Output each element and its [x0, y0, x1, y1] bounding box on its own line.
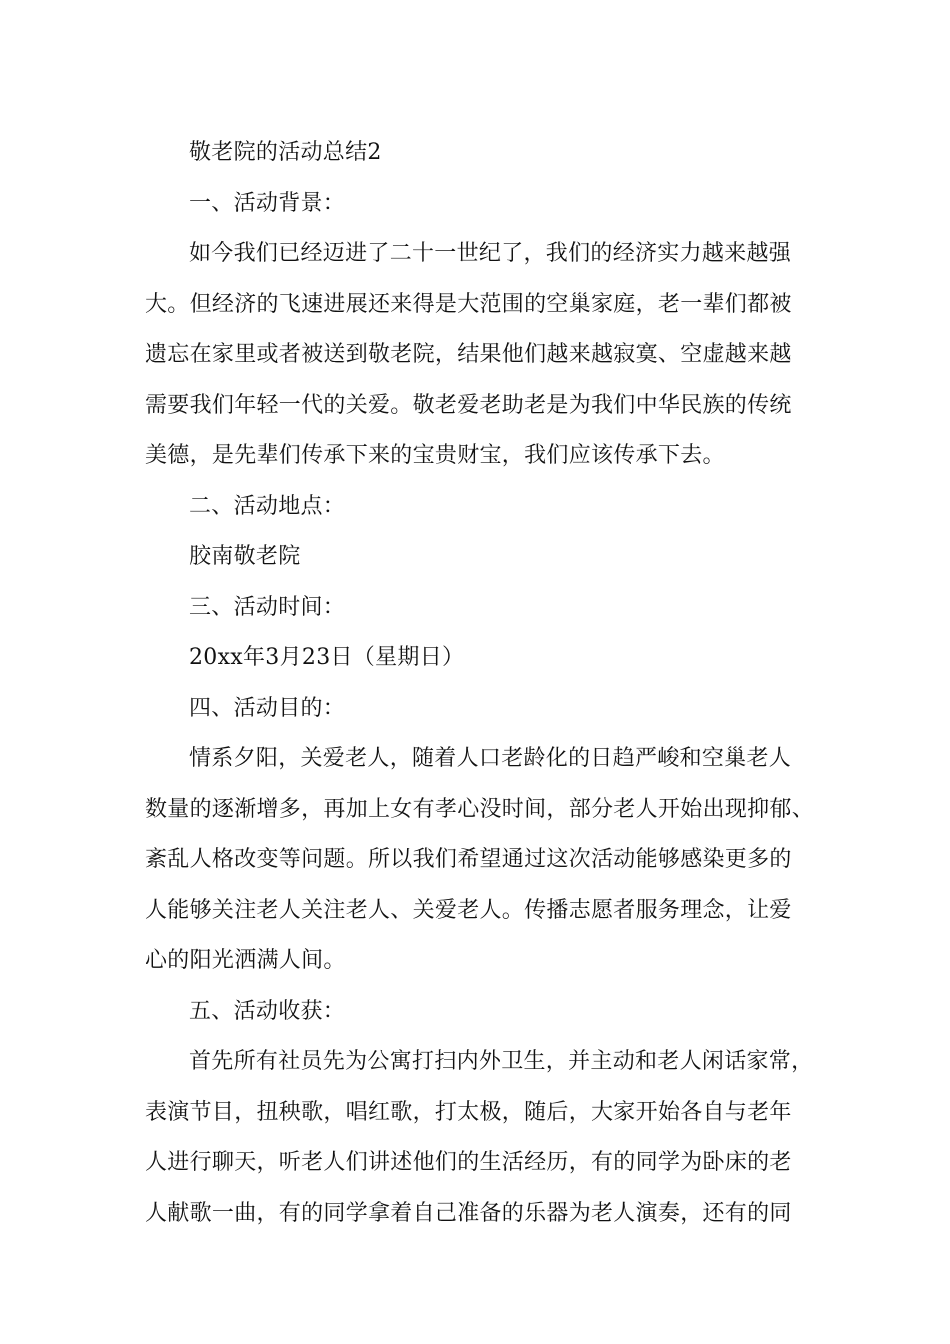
- section-heading-location: 二、活动地点：: [189, 493, 346, 519]
- document-body: [145, 128, 815, 1239]
- paragraph-line: 表演节目，扭秧歌，唱红歌，打太极，随后，大家开始各自与老年: [145, 1099, 792, 1125]
- paragraph-line: 人献歌一曲，有的同学拿着自己准备的乐器为老人演奏，还有的同: [145, 1200, 792, 1226]
- paragraph-line: 心的阳光洒满人间。: [145, 948, 346, 973]
- paragraph-line: 需要我们年轻一代的关爱。敬老爱老助老是为我们中华民族的传统: [145, 392, 792, 418]
- paragraph-line: 人进行聊天，听老人们讲述他们的生活经历，有的同学为卧床的老: [145, 1150, 792, 1175]
- time-text: 20xx年3月23日（星期日）: [189, 645, 465, 670]
- section-heading-time: 三、活动时间：: [189, 594, 346, 620]
- paragraph-line: 紊乱人格改变等问题。所以我们希望通过这次活动能够感染更多的: [145, 847, 792, 872]
- section-heading-background: 一、活动背景：: [189, 190, 346, 216]
- section-heading-harvest: 五、活动收获：: [189, 998, 346, 1024]
- paragraph-line: 大。但经济的飞速进展还来得是大范围的空巢家庭，老一辈们都被: [145, 291, 792, 317]
- document-title: 敬老院的活动总结2: [189, 140, 382, 165]
- paragraph-line: 人能够关注老人关注老人、关爱老人。传播志愿者服务理念，让爱: [145, 897, 792, 923]
- paragraph-line: 首先所有社员先为公寓打扫内外卫生，并主动和老人闲话家常，: [189, 1049, 814, 1074]
- paragraph-line: 情系夕阳，关爱老人，随着人口老龄化的日趋严峻和空巢老人: [189, 746, 792, 771]
- paragraph-line: 遗忘在家里或者被送到敬老院，结果他们越来越寂寞、空虚越来越: [145, 342, 792, 367]
- paragraph-line: 美德，是先辈们传承下来的宝贵财宝，我们应该传承下去。: [145, 443, 725, 468]
- paragraph-harvest: [145, 1037, 814, 1239]
- paragraph-line: 数量的逐渐增多，再加上女有孝心没时间，部分老人开始出现抑郁、: [145, 796, 815, 822]
- paragraph-background: [145, 229, 810, 482]
- location-text: 胶南敬老院: [189, 544, 301, 569]
- section-heading-purpose: 四、活动目的：: [189, 695, 346, 721]
- paragraph-purpose: [145, 734, 815, 987]
- paragraph-line: 如今我们已经迈进了二十一世纪了，我们的经济实力越来越强: [189, 241, 792, 266]
